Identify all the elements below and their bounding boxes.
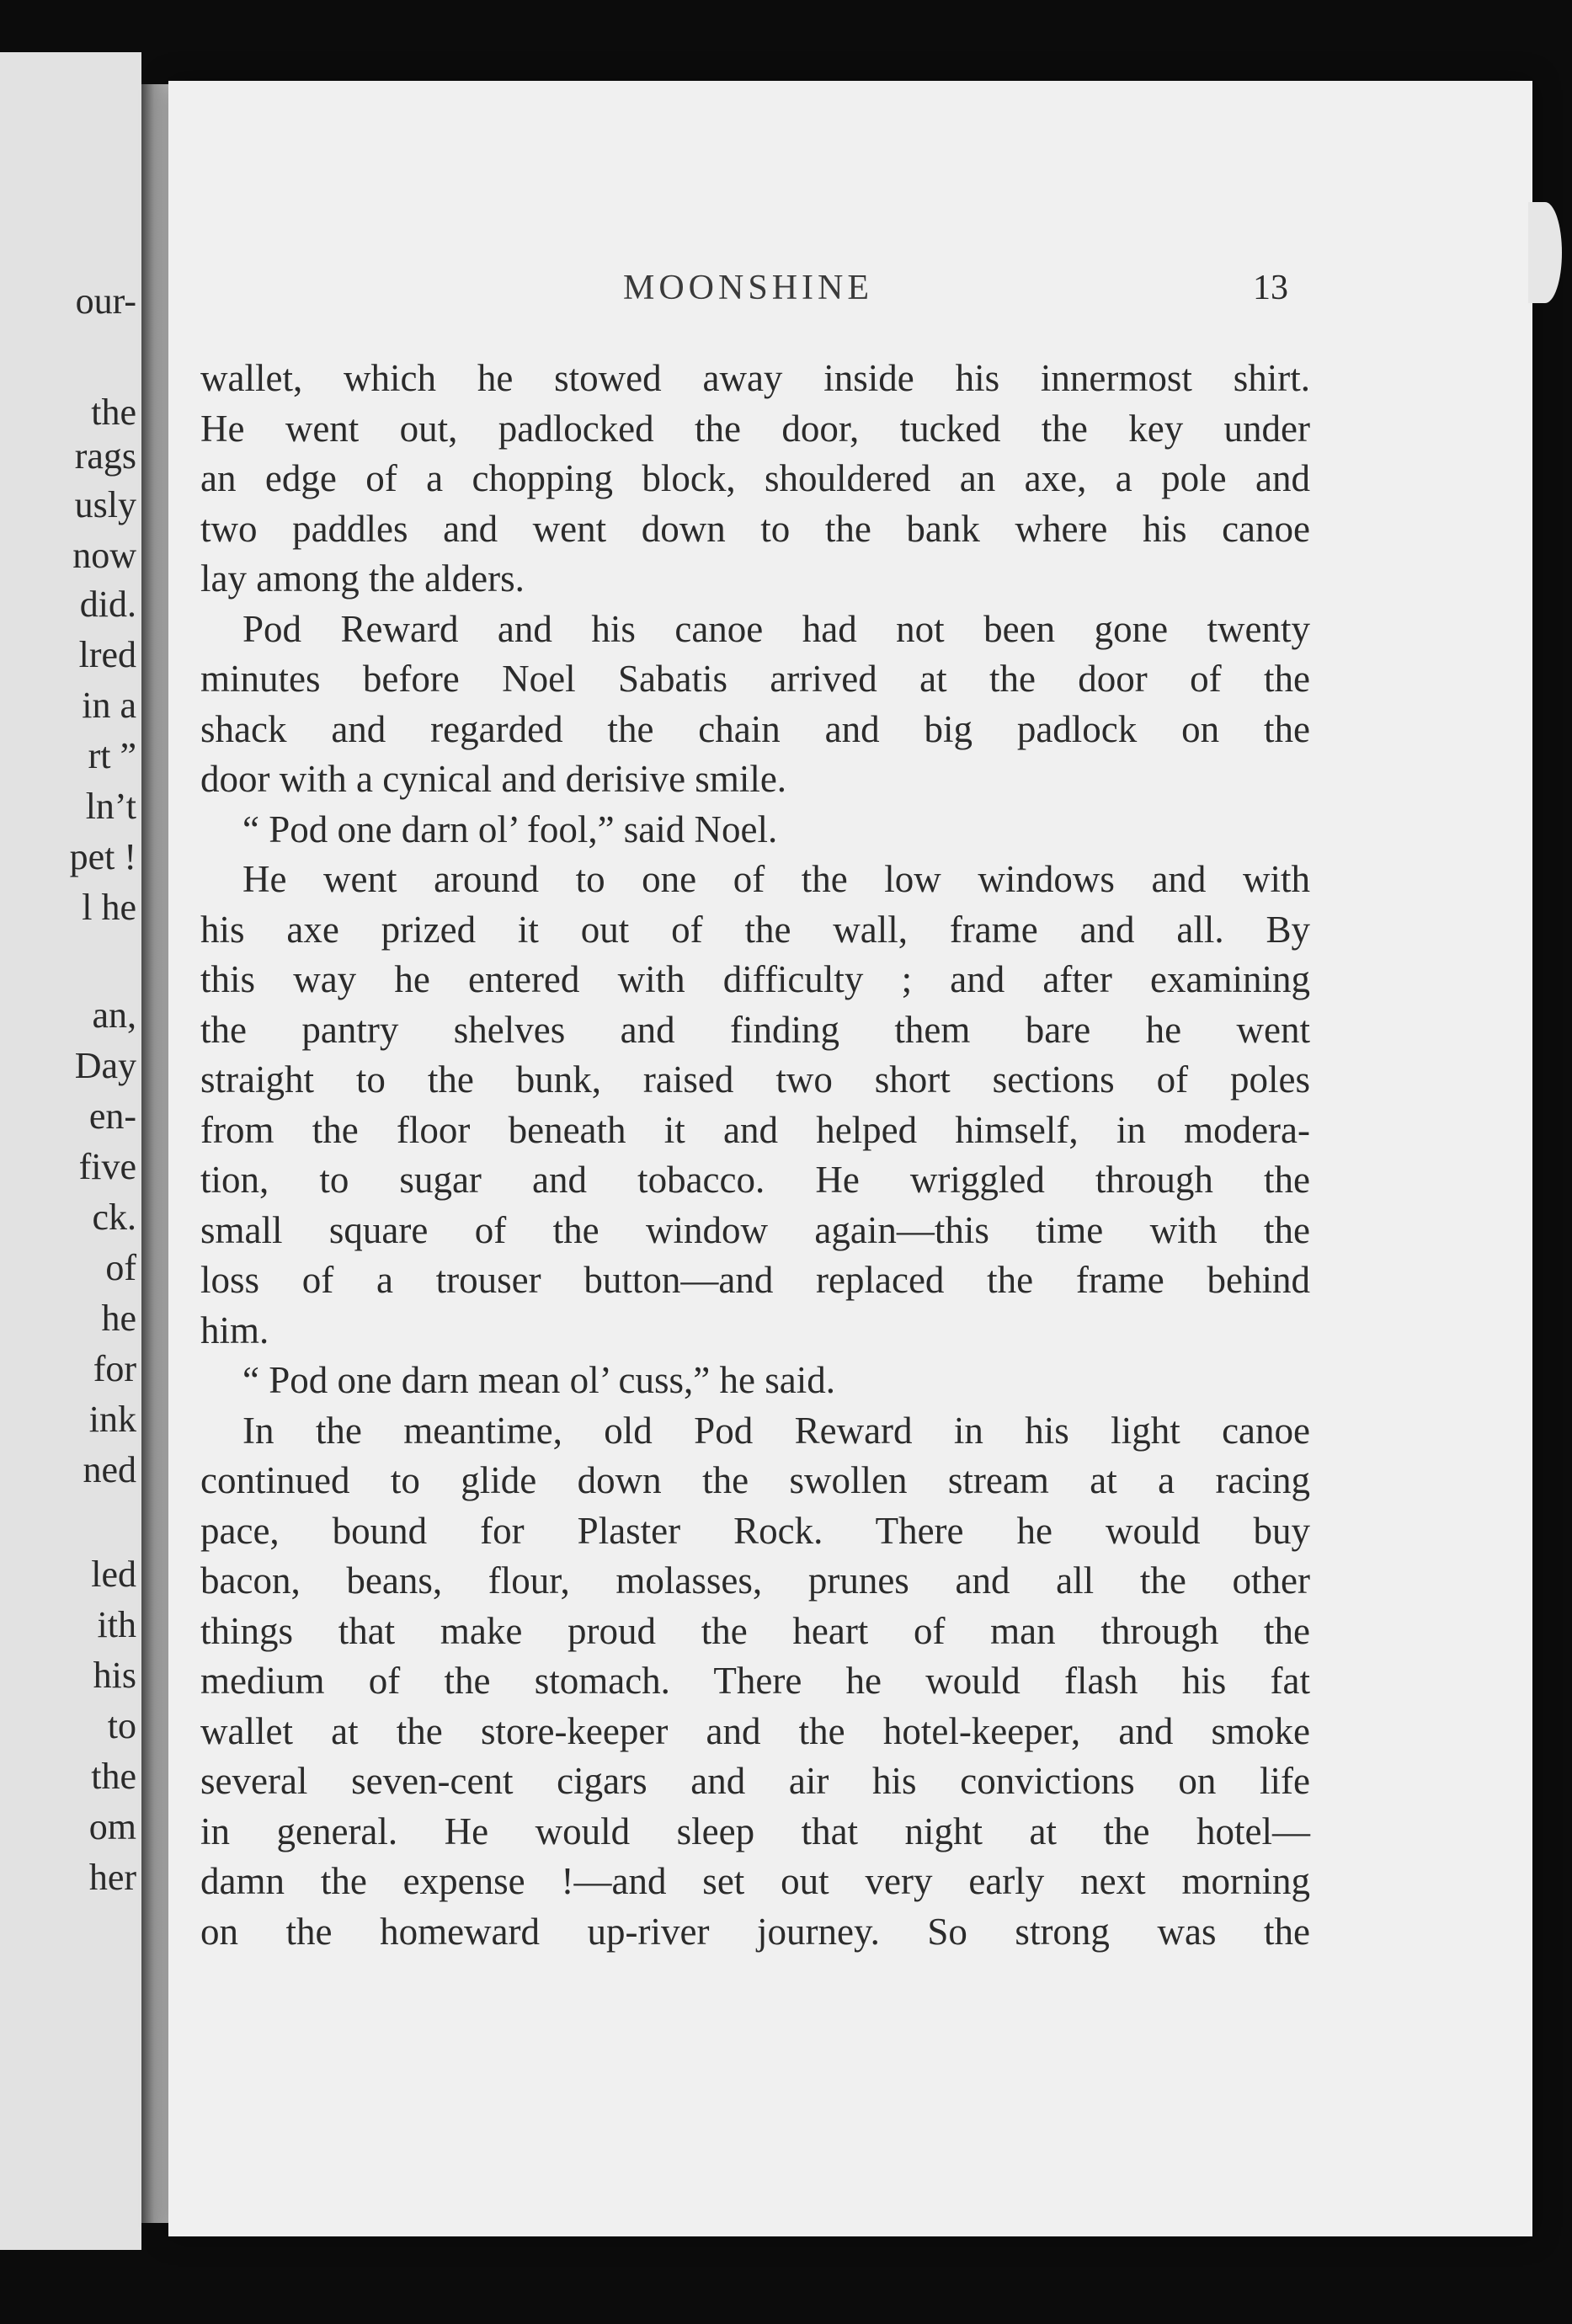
running-head <box>0 268 1572 310</box>
previous-page-line: to <box>107 1705 136 1746</box>
previous-page-line: ned <box>83 1449 136 1490</box>
previous-page-line: rt ” <box>88 735 136 776</box>
previous-page-line: in a <box>82 685 136 726</box>
previous-page-line: rags <box>74 435 136 477</box>
text-line: two paddles and went down to the bank where his canoe <box>200 507 1310 550</box>
body-text <box>200 354 1310 1957</box>
previous-page-line: of <box>105 1247 136 1288</box>
text-line: the pantry shelves and finding them bare he went <box>200 1008 1310 1051</box>
text-line: “ Pod one darn ol’ fool,” said Noel. <box>242 808 778 850</box>
text-line: things that make proud the heart of man through the <box>200 1609 1310 1652</box>
previous-page-line: en- <box>88 1095 136 1137</box>
text-line: In the meantime, old Pod Reward in his light canoe <box>242 1409 1310 1452</box>
text-line: minutes before Noel Sabatis arrived at the door of the <box>200 658 1310 700</box>
text-line: from the floor beneath it and helped himself, in modera- <box>200 1108 1310 1151</box>
previous-page-line: the <box>91 392 136 433</box>
previous-page-line: five <box>78 1146 136 1187</box>
previous-page-line: ln’t <box>85 786 136 827</box>
previous-page-line: his <box>93 1655 136 1696</box>
text-line: He went around to one of the low windows and with <box>242 858 1310 900</box>
text-line: on the homeward up-river journey. So strong was the <box>200 1910 1310 1953</box>
text-line: medium of the stomach. There he would flash his fat <box>200 1660 1310 1702</box>
text-line: wallet, which he stowed away inside his innermost shirt. <box>200 357 1310 399</box>
previous-page-line: Day <box>74 1045 136 1086</box>
text-line: wallet at the store-keeper and the hotel-keeper, and smoke <box>200 1709 1310 1752</box>
text-line: in general. He would sleep that night at the hotel— <box>200 1810 1310 1852</box>
text-line: straight to the bunk, raised two short sections of poles <box>200 1058 1310 1101</box>
text-line: pace, bound for Plaster Rock. There he would buy <box>200 1509 1310 1552</box>
previous-page-line: led <box>91 1554 136 1595</box>
text-line: loss of a trouser button—and replaced the frame behind <box>200 1259 1310 1301</box>
previous-page-line: lred <box>78 634 136 675</box>
previous-page-line: our- <box>75 280 136 322</box>
text-line: “ Pod one darn mean ol’ cuss,” he said. <box>242 1359 835 1401</box>
text-line: him. <box>200 1309 269 1351</box>
text-line: bacon, beans, flour, molasses, prunes and all the other <box>200 1559 1310 1602</box>
previous-page-fragment <box>0 52 141 2250</box>
text-line: small square of the window again—this time with the <box>200 1208 1310 1251</box>
previous-page-line: ck. <box>92 1197 136 1238</box>
text-line: his axe prized it out of the wall, frame and all. By <box>200 908 1310 951</box>
text-line: this way he entered with difficulty ; and after examining <box>200 958 1310 1000</box>
text-line: several seven-cent cigars and air his convictions on life <box>200 1760 1310 1802</box>
previous-page-line: usly <box>74 484 136 525</box>
text-line: shack and regarded the chain and big padlock on the <box>200 707 1310 750</box>
text-line: tion, to sugar and tobacco. He wriggled through the <box>200 1159 1310 1201</box>
running-title: MOONSHINE <box>623 269 873 307</box>
text-line: continued to glide down the swollen stream at a racing <box>200 1459 1310 1501</box>
text-line: damn the expense !—and set out very early next morning <box>200 1860 1310 1902</box>
previous-page-line: he <box>101 1298 136 1339</box>
previous-page-line: l he <box>82 887 136 928</box>
previous-page-line: her <box>88 1857 136 1898</box>
previous-page-line: now <box>72 535 136 576</box>
text-line: lay among the alders. <box>200 557 525 600</box>
previous-page-line: pet ! <box>69 836 136 877</box>
text-line: door with a cynical and derisive smile. <box>200 758 787 800</box>
previous-page-line: om <box>88 1806 136 1847</box>
previous-page-line: an, <box>92 994 136 1036</box>
text-line: an edge of a chopping block, shouldered an axe, a pole and <box>200 457 1310 499</box>
text-line: Pod Reward and his canoe had not been gone twenty <box>242 607 1310 650</box>
page-number: 13 <box>1253 269 1288 307</box>
previous-page-line: for <box>93 1348 136 1389</box>
previous-page-line: ink <box>88 1399 136 1440</box>
text-line: He went out, padlocked the door, tucked the key under <box>200 407 1310 450</box>
previous-page-line: did. <box>79 584 136 625</box>
previous-page-line: ith <box>97 1604 136 1645</box>
previous-page-line: the <box>91 1756 136 1797</box>
